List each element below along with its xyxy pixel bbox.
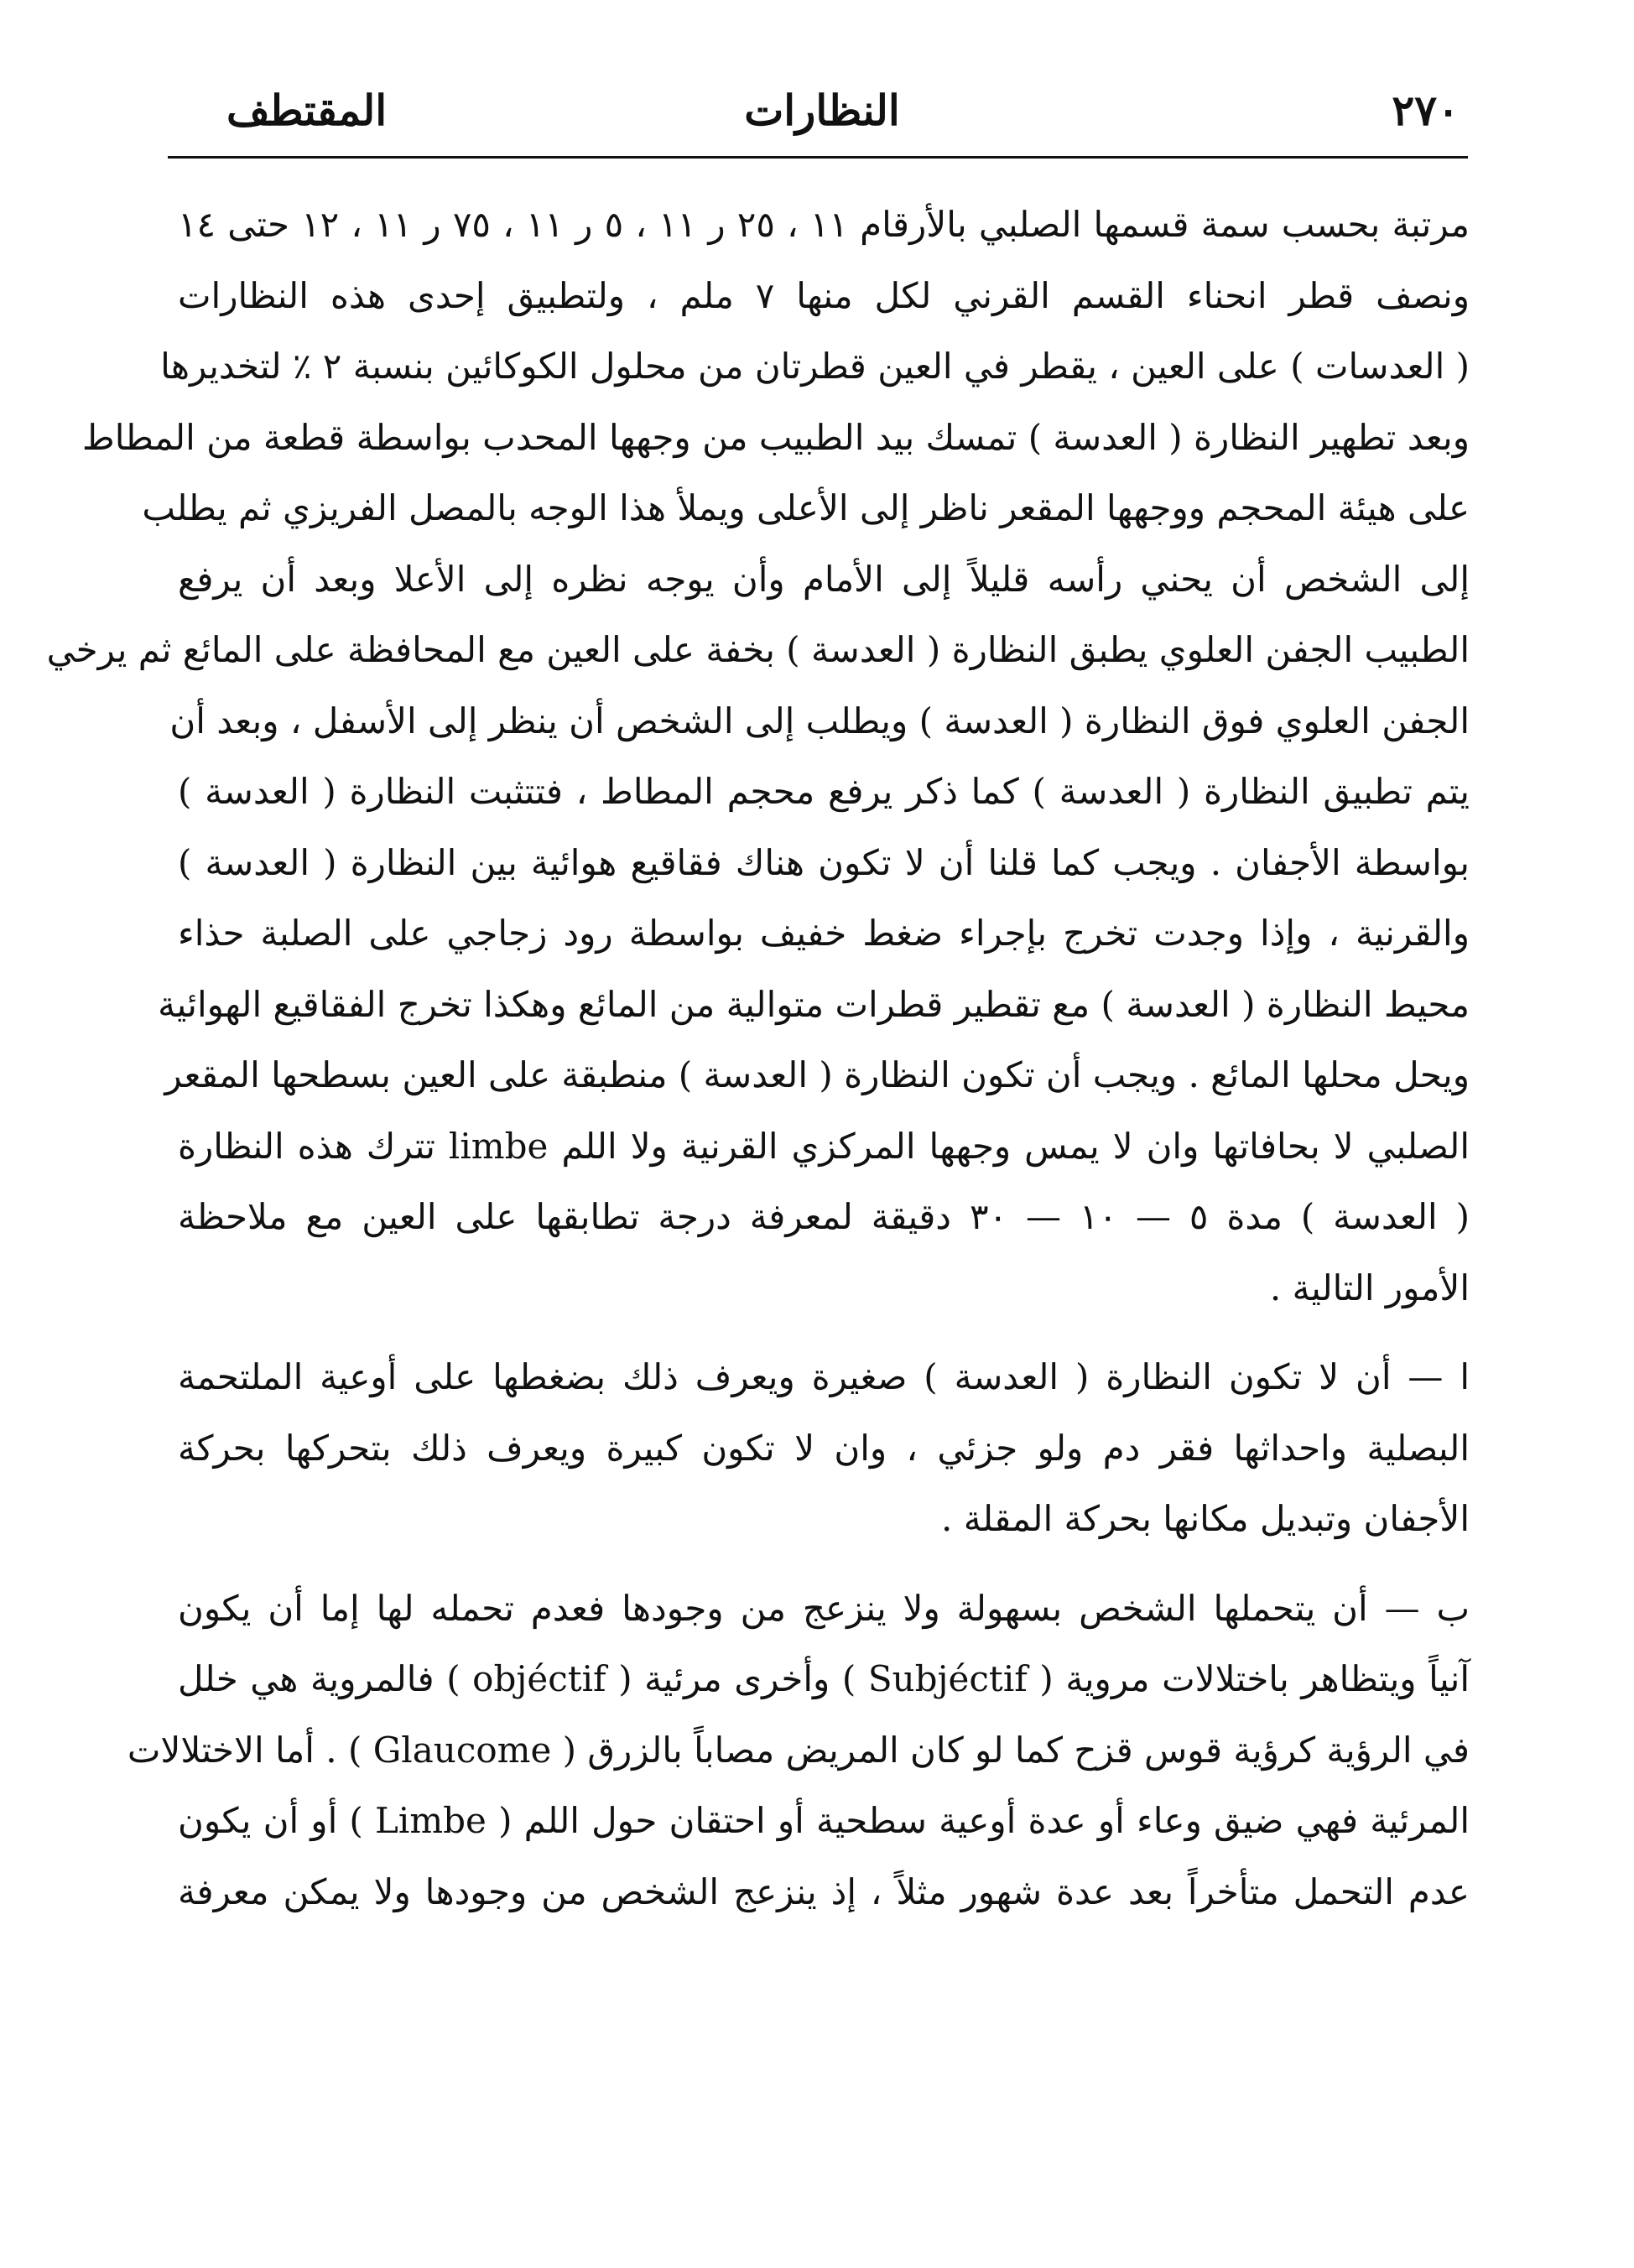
text-line: ويحل محلها المائع . ويجب أن تكون النظارة ( العدسة ) منطبقة على العين بسطحها المقعر — [164, 1054, 1470, 1095]
text-line: الطبيب الجفن العلوي يطبق النظارة ( العدسة ) بخفة على العين مع المحافظة على المائع ثم يرخي — [46, 629, 1470, 670]
text-line: يتم تطبيق النظارة ( العدسة ) كما ذكر يرفع محجم المطاط ، فتتثبت النظارة ( العدسة ) — [178, 771, 1470, 812]
text-line: على هيئة المحجم ووجهها المقعر ناظر إلى الأعلى ويملأ هذا الوجه بالمصل الفريزي ثم يطلب — [142, 487, 1470, 528]
body-text — [46, 190, 1470, 1927]
paragraph-1 — [46, 190, 1470, 1324]
text-line: في الرؤية كرؤية قوس قزح كما لو كان المريض مصاباً بالزرق ( Glaucome ) . أما الاختلالات — [127, 1729, 1470, 1771]
text-line: بواسطة الأجفان . ويجب كما قلنا أن لا تكون هناك فقاقيع هوائية بين النظارة ( العدسة ) — [178, 841, 1470, 883]
text-line: إلى الشخص أن يحني رأسه قليلاً إلى الأمام وأن يوجه نظره إلى الأعلا وبعد أن يرفع — [178, 558, 1470, 600]
text-line: الصلبي لا بحافاتها وان لا يمس وجهها المركزي القرنية ولا اللم limbe تترك هذه النظارة — [178, 1125, 1470, 1167]
text-line: وبعد تطهير النظارة ( العدسة ) تمسك بيد الطبيب من وجهها المحدب بواسطة قطعة من المطاط — [81, 416, 1470, 458]
text-line: ( العدسات ) على العين ، يقطر في العين قطرتان من محلول الكوكائين بنسبة ٢ ٪ لتخديرها — [160, 346, 1470, 387]
text-line: ( العدسة ) مدة ٥ — ١٠ — ٣٠ دقيقة لمعرفة درجة تطابقها على العين مع ملاحظة — [178, 1196, 1470, 1237]
text-line: ونصف قطر انحناء القسم القرني لكل منها ٧ ملم ، ولتطبيق إحدى هذه النظارات — [178, 274, 1470, 316]
text-line: والقرنية ، وإذا وجدت تخرج بإجراء ضغط خفيف بواسطة رود زجاجي على الصلبة حذاء — [178, 913, 1470, 954]
text-line: محيط النظارة ( العدسة ) مع تقطير قطرات متوالية من المائع وهكذا تخرج الفقاقيع الهوائية — [158, 983, 1470, 1025]
running-header — [176, 77, 1468, 144]
text-line: آنياً ويتظاهر باختلالات مروية ( Subjéctif ) وأخرى مرئية ( objéctif ) فالمروية هي خلل — [178, 1658, 1470, 1699]
text-line: ب — أن يتحملها الشخص بسهولة ولا ينزعج من وجودها فعدم تحمله لها إما أن يكون — [178, 1587, 1470, 1629]
text-line: مرتبة بحسب سمة قسمها الصلبي بالأرقام ١١ ، ٢٥ ر ١١ ، ٥ ر ١١ ، ٧٥ ر ١١ ، ١٢ حتى ١٤ — [178, 204, 1470, 245]
header-rule — [168, 156, 1468, 159]
page-title: النظارات — [744, 86, 900, 135]
text-line: ا — أن لا تكون النظارة ( العدسة ) صغيرة ويعرف ذلك بضغطها على أوعية الملتحمة — [178, 1356, 1470, 1397]
page-number: ٢٧٠ — [1392, 86, 1460, 135]
paragraph-gap — [178, 1324, 1470, 1342]
text-line: المرئية فهي ضيق وعاء أو عدة أوعية سطحية أو احتقان حول اللم ( Limbe ) أو أن يكون — [178, 1800, 1470, 1841]
paragraph-2 — [178, 1342, 1470, 1555]
text-line: الأمور التالية . — [1269, 1267, 1470, 1308]
paragraph-3 — [127, 1574, 1470, 1928]
text-line: الجفن العلوي فوق النظارة ( العدسة ) ويطلب إلى الشخص أن ينظر إلى الأسفل ، وبعد أن — [169, 700, 1470, 741]
text-line: البصلية واحداثها فقر دم ولو جزئي ، وان لا تكون كبيرة ويعرف ذلك بتحركها بحركة — [178, 1427, 1470, 1469]
text-line: عدم التحمل متأخراً بعد عدة شهور مثلاً ، إذ ينزعج الشخص من وجودها ولا يمكن معرفة — [178, 1870, 1470, 1912]
paragraph-gap — [178, 1555, 1470, 1574]
text-line: الأجفان وتبديل مكانها بحركة المقلة . — [941, 1498, 1470, 1539]
journal-name: المقتطف — [226, 86, 388, 135]
